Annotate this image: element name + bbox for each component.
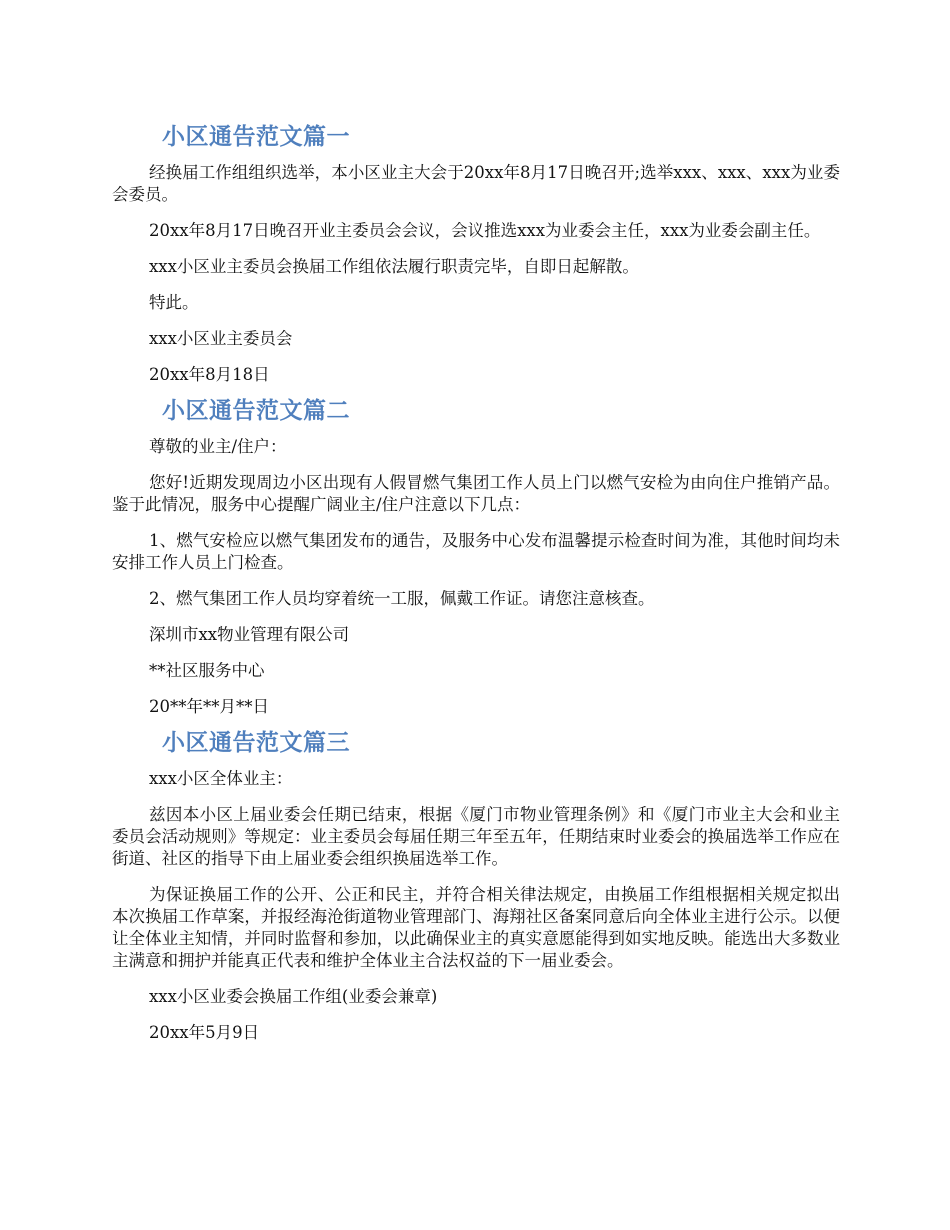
section-1	[112, 122, 840, 386]
salutation: 尊敬的业主/住户：	[149, 437, 287, 456]
section-2	[112, 396, 840, 718]
paragraph: xxx小区业主委员会换届工作组依法履行职责完毕，自即日起解散。	[149, 257, 639, 276]
paragraph: 2、燃气集团工作人员均穿着统一工服，佩戴工作证。请您注意核查。	[149, 589, 655, 608]
date-line: 20xx年8月18日	[149, 365, 270, 384]
section-3-title: 小区通告范文篇三	[162, 730, 350, 756]
paragraph: 为保证换届工作的公开、公正和民主，并符合相关律法规定，由换届工作组根据相关规定拟出本次换届工作草案，并报经海沧街道物业管理部门、海翔社区备案同意后向全体业主进行公示。以便让全体业主知情，并同时监督和参加，以此确保业主的真实意愿能得到如实地反映。能选出大多数业主满意和拥护并能真正代表和维护全体业主合法权益的下一届业委会。	[112, 885, 840, 970]
signature-line: xxx小区业主委员会	[149, 329, 293, 348]
section-3	[112, 728, 840, 1044]
section-2-title: 小区通告范文篇二	[162, 398, 350, 424]
signature-line: xxx小区业委会换届工作组(业委会兼章)	[149, 987, 438, 1006]
paragraph: 经换届工作组组织选举，本小区业主大会于20xx年8月17日晚召开;选举xxx、xxx、xxx为业委会委员。	[112, 163, 840, 204]
paragraph: 您好!近期发现周边小区出现有人假冒燃气集团工作人员上门以燃气安检为由向住户推销产品。鉴于此情况，服务中心提醒广阔业主/住户注意以下几点：	[112, 473, 840, 514]
section-1-title: 小区通告范文篇一	[162, 124, 350, 150]
signature-line: **社区服务中心	[149, 661, 265, 680]
signature-line: 深圳市xx物业管理有限公司	[149, 625, 350, 644]
paragraph: 特此。	[149, 293, 199, 312]
salutation: xxx小区全体业主：	[149, 769, 293, 788]
paragraph: 兹因本小区上届业委会任期已结束，根据《厦门市物业管理条例》和《厦门市业主大会和业主委员会活动规则》等规定：业主委员会每届任期三年至五年，任期结束时业委会的换届选举工作应在街道、社区的指导下由上届业委会组织换届选举工作。	[112, 805, 840, 868]
paragraph: 20xx年8月17日晚召开业主委员会会议，会议推选xxx为业委会主任，xxx为业委会副主任。	[149, 221, 821, 240]
paragraph: 1、燃气安检应以燃气集团发布的通告，及服务中心发布温馨提示检查时间为准，其他时间均未安排工作人员上门检查。	[112, 531, 840, 572]
date-line: 20**年**月**日	[149, 697, 269, 716]
date-line: 20xx年5月9日	[149, 1023, 260, 1042]
document-body	[112, 122, 840, 1058]
